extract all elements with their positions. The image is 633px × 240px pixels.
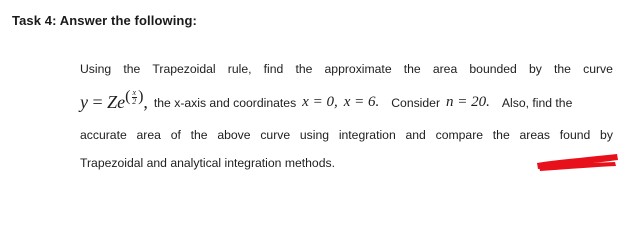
equation-base: e <box>117 92 126 112</box>
word: areas <box>519 128 551 142</box>
word: area <box>432 62 458 76</box>
word: the <box>554 62 571 76</box>
word: compare <box>435 128 484 142</box>
word: integration <box>338 128 396 142</box>
consider-text: Consider <box>391 95 441 110</box>
word: using <box>299 128 330 142</box>
equation-lhs: y <box>80 92 88 112</box>
word: the <box>123 62 141 76</box>
word: the <box>295 62 313 76</box>
word: the <box>403 62 421 76</box>
word: bounded <box>469 62 517 76</box>
word: by <box>600 128 613 142</box>
word: curve <box>260 128 291 142</box>
n-value: n = 20. <box>446 94 490 110</box>
word: curve <box>583 62 613 76</box>
equation <box>80 87 148 113</box>
word: Using <box>80 62 112 76</box>
word: above <box>217 128 251 142</box>
equation-comma: , <box>143 92 148 112</box>
exponent-denominator: 2 <box>132 96 137 106</box>
also-text: Also, find the <box>501 95 573 110</box>
equation-exponent: ( $\frac{x}{2}$ ) <box>125 87 144 106</box>
question-line-4: Trapezoidal and analytical integration methods. <box>80 156 335 170</box>
question-line-2 <box>80 87 613 113</box>
question-line-1 <box>80 62 613 76</box>
word: of <box>170 128 181 142</box>
question-line-3 <box>80 128 613 142</box>
equation-coefficient: Z <box>107 92 118 112</box>
word: approximate <box>324 62 392 76</box>
word: rule, <box>227 62 252 76</box>
red-redaction-mark <box>535 151 619 173</box>
x-coordinate-1: x = 0, <box>302 94 338 110</box>
equation-equals: = <box>92 92 103 112</box>
word: by <box>528 62 542 76</box>
word: accurate <box>80 128 127 142</box>
task-title: Task 4: Answer the following: <box>12 13 197 28</box>
word: area <box>136 128 161 142</box>
word: the <box>492 128 510 142</box>
word: and <box>405 128 426 142</box>
word: Trapezoidal <box>152 62 216 76</box>
exponent-fraction <box>132 89 138 106</box>
exponent-numerator: x <box>132 87 137 97</box>
word: find <box>263 62 284 76</box>
x-coordinate-2: x = 6. <box>343 94 380 110</box>
word: the <box>190 128 208 142</box>
word: found <box>559 128 591 142</box>
line2-text: the x-axis and coordinates <box>153 95 297 110</box>
